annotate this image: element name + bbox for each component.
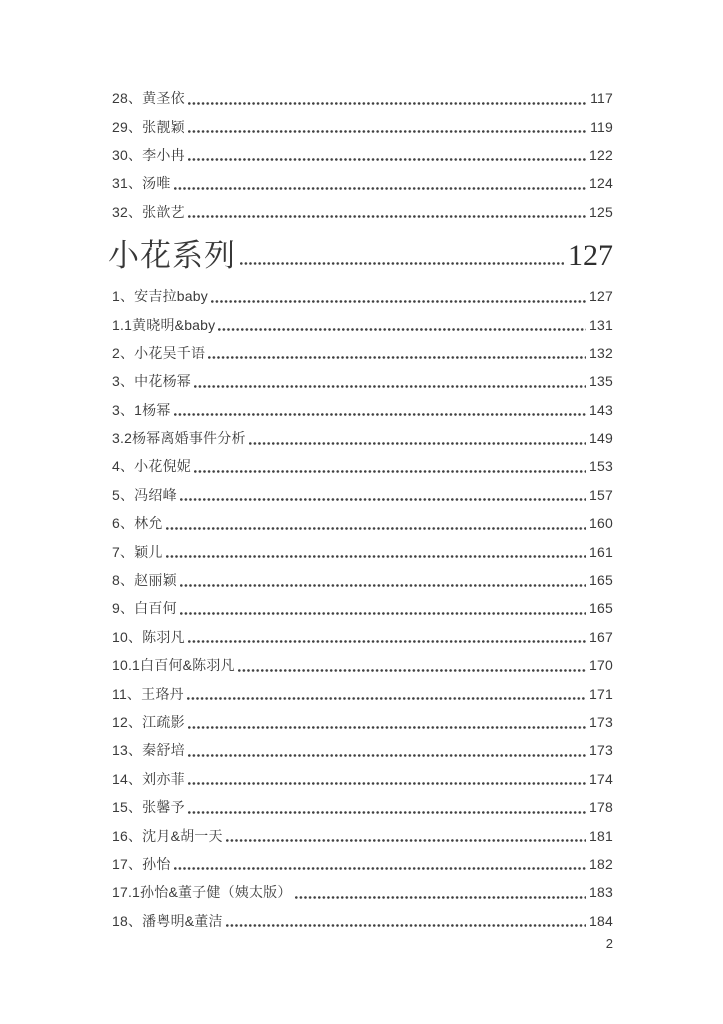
toc-entry-page: 170: [589, 657, 613, 674]
dot-leader: [174, 187, 586, 190]
toc-entry-label: 4、小花倪妮: [112, 458, 191, 475]
dot-leader: [194, 470, 586, 473]
toc-entry-label: 18、潘粤明&董洁: [112, 912, 223, 929]
toc-entry-page: 149: [589, 430, 613, 447]
toc-entry[interactable]: [112, 339, 613, 367]
toc-entry-label: 5、冯绍峰: [112, 486, 177, 503]
dot-leader: [226, 924, 586, 927]
toc-entry-label: 14、刘亦菲: [112, 770, 185, 787]
toc-entry-label: 32、张歆艺: [112, 203, 185, 220]
dot-leader: [180, 612, 586, 615]
toc-entry[interactable]: [112, 396, 613, 424]
toc-list-above: [112, 84, 613, 226]
dot-leader: [240, 262, 564, 265]
toc-entry-page: 165: [589, 572, 613, 589]
toc-entry-page: 157: [589, 486, 613, 503]
toc-entry-page: 131: [589, 316, 613, 333]
dot-leader: [174, 413, 586, 416]
toc-entry[interactable]: [112, 821, 613, 849]
dot-leader: [208, 356, 586, 359]
toc-entry[interactable]: [112, 623, 613, 651]
toc-entry-page: 124: [589, 175, 613, 192]
toc-entry[interactable]: [112, 509, 613, 537]
dot-leader: [166, 555, 586, 558]
toc-entry-label: 12、江疏影: [112, 714, 185, 730]
toc-entry-page: 143: [589, 401, 613, 418]
toc-entry[interactable]: [112, 452, 613, 480]
dot-leader: [180, 498, 586, 501]
toc-entry[interactable]: [112, 141, 613, 169]
dot-leader: [188, 726, 586, 729]
dot-leader: [188, 640, 586, 643]
toc-entry[interactable]: [112, 878, 613, 906]
toc-entry-label: 10.1白百何&陈羽凡: [112, 657, 235, 674]
dot-leader: [188, 102, 587, 105]
footer-page-number: 2: [605, 936, 613, 951]
toc-entry-page: 127: [589, 288, 613, 305]
toc-entry[interactable]: [112, 679, 613, 707]
toc-list-below: [112, 282, 613, 935]
toc-entry-page: 160: [589, 515, 613, 532]
toc-entry[interactable]: [112, 594, 613, 622]
dot-leader: [238, 669, 586, 672]
toc-entry-page: 165: [589, 600, 613, 617]
dot-leader: [188, 754, 586, 757]
toc-content: [108, 84, 613, 935]
dot-leader: [218, 328, 586, 331]
dot-leader: [174, 867, 586, 870]
toc-section-heading[interactable]: [108, 229, 613, 277]
toc-entry-label: 10、陈羽凡: [112, 628, 185, 645]
toc-entry-label: 16、沈月&胡一天: [112, 827, 223, 844]
toc-entry[interactable]: [112, 793, 613, 821]
toc-entry[interactable]: [112, 651, 613, 679]
toc-entry[interactable]: [112, 367, 613, 395]
toc-entry-label: 17、孙怡: [112, 855, 171, 872]
toc-entry-page: 117: [590, 90, 613, 107]
toc-entry[interactable]: [112, 84, 613, 112]
toc-entry-page: 183: [589, 884, 613, 901]
toc-entry-label: 11、王珞丹: [112, 685, 184, 702]
toc-entry-page: 178: [589, 799, 613, 816]
toc-entry[interactable]: [112, 198, 613, 226]
dot-leader: [188, 811, 586, 814]
dot-leader: [188, 782, 586, 785]
toc-entry[interactable]: [112, 566, 613, 594]
dot-leader: [194, 385, 586, 388]
toc-entry-label: 9、白百何: [112, 600, 177, 617]
toc-entry-page: 135: [589, 373, 613, 390]
toc-entry-label: 31、汤唯: [112, 175, 171, 192]
toc-entry[interactable]: [112, 850, 613, 878]
toc-entry-page: 171: [589, 685, 613, 702]
toc-entry-page: 173: [589, 742, 613, 759]
toc-entry[interactable]: [112, 765, 613, 793]
toc-entry-label: 28、黄圣依: [112, 90, 185, 107]
toc-entry-label: 3.2杨幂离婚事件分析: [112, 430, 246, 447]
toc-entry-label: 1、安吉拉baby: [112, 288, 208, 305]
toc-entry-page: 181: [589, 827, 613, 844]
toc-entry-label: 3、中花杨幂: [112, 373, 191, 390]
toc-entry-page: 132: [589, 344, 613, 361]
toc-entry-label: 29、张靓颖: [112, 118, 185, 135]
dot-leader: [188, 130, 587, 133]
toc-entry-label: 17.1孙怡&董子健（姨太版）: [112, 884, 292, 901]
section-page-number: 127: [568, 238, 613, 272]
toc-entry-page: 184: [589, 912, 613, 929]
toc-entry-label: 2、小花吴千语: [112, 344, 206, 361]
toc-entry-label: 13、秦舒培: [112, 742, 185, 759]
toc-entry[interactable]: [112, 282, 613, 310]
toc-entry[interactable]: [112, 708, 613, 736]
toc-entry-label: 30、李小冉: [112, 146, 185, 163]
toc-entry-label: 7、颖儿: [112, 543, 163, 560]
toc-entry-page: 182: [589, 855, 613, 872]
toc-entry-label: 6、林允: [112, 515, 163, 532]
dot-leader: [226, 839, 586, 842]
toc-entry-label: 1.1黄晓明&baby: [112, 316, 216, 333]
toc-entry-page: 174: [589, 770, 613, 787]
dot-leader: [188, 158, 586, 161]
dot-leader: [166, 527, 586, 530]
dot-leader: [249, 442, 586, 445]
toc-entry-page: 122: [589, 146, 613, 163]
dot-leader: [187, 697, 586, 700]
toc-entry[interactable]: [112, 736, 613, 764]
toc-entry-page: 173: [589, 714, 613, 730]
toc-entry[interactable]: [112, 424, 613, 452]
toc-entry-label: 15、张馨予: [112, 799, 185, 816]
toc-entry-label: 3、1杨幂: [112, 401, 171, 418]
toc-entry[interactable]: [112, 169, 613, 197]
toc-entry[interactable]: [112, 310, 613, 338]
toc-entry[interactable]: [112, 537, 613, 565]
toc-entry[interactable]: [112, 481, 613, 509]
dot-leader: [188, 215, 586, 218]
dot-leader: [180, 584, 586, 587]
toc-entry-page: 167: [589, 628, 613, 645]
toc-entry-page: 119: [590, 118, 613, 135]
toc-entry[interactable]: [112, 907, 613, 935]
section-title: 小花系列: [108, 237, 236, 273]
dot-leader: [211, 300, 586, 303]
toc-entry-page: 125: [589, 203, 613, 220]
toc-entry[interactable]: [112, 112, 613, 140]
toc-entry-page: 153: [589, 458, 613, 475]
dot-leader: [295, 896, 586, 899]
toc-entry-label: 8、赵丽颖: [112, 572, 177, 589]
toc-entry-page: 161: [589, 543, 613, 560]
